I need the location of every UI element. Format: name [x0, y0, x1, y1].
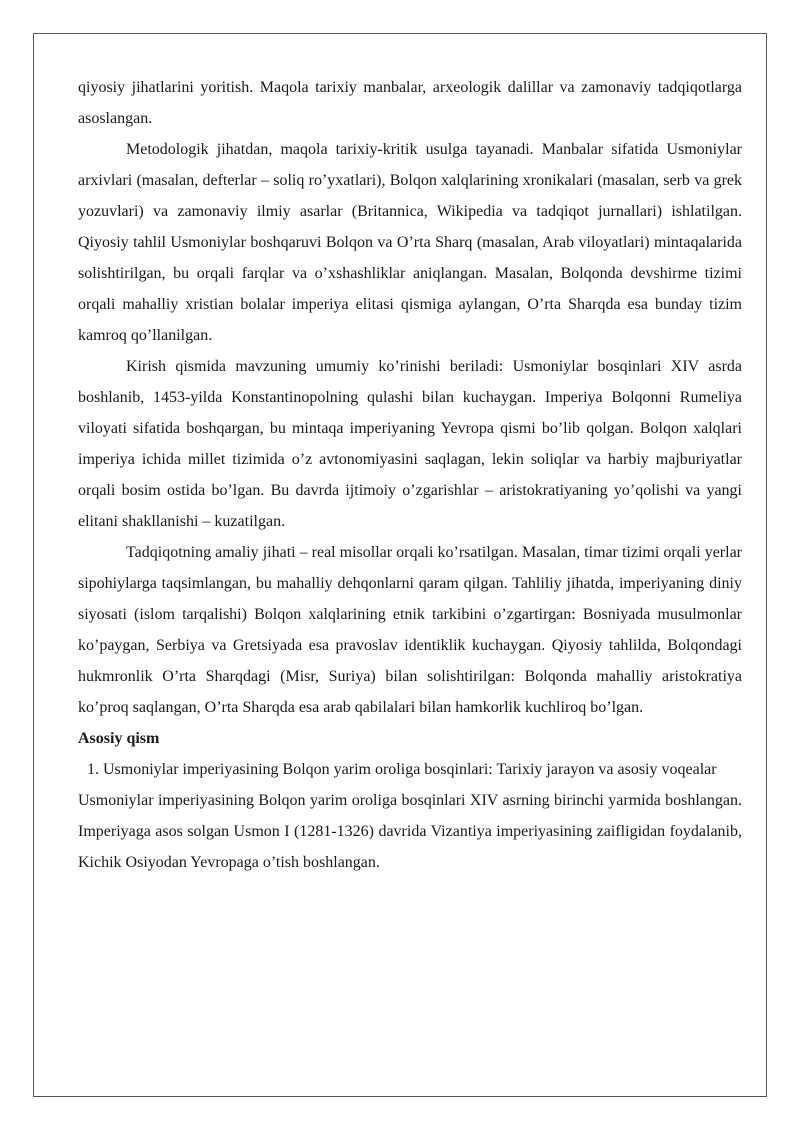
paragraph-methodology: Metodologik jihatdan, maqola tarixiy-kritik usulga tayanadi. Manbalar sifatida Usmoniylar arxivlari (masalan, defterlar – soliq ro’yxatlari), Bolqon xalqlarining xronikalari (masalan, serb va grek yozuvlari) va zamonaviy ilmiy asarlar (Britannica, Wikipedia va tadqiqot jurnallari) ishlatilgan. Qiyosiy tahlil Usmoniylar boshqaruvi Bolqon va O’rta Sharq (masalan, Arab viloyatlari) mintaqalarida solishtirilgan, bu orqali farqlar va o’xshashliklar aniqlangan. Masalan, Bolqonda devshirme tizimi orqali mahalliy xristian bolalar imperiya elitasi qismiga aylangan, O’rta Sharqda esa bunday tizim kamroq qo’llanilgan.	[78, 141, 742, 344]
paragraph-introduction: Kirish qismida mavzuning umumiy ko’rinishi beriladi: Usmoniylar bosqinlari XIV asrda boshlanib, 1453-yilda Konstantinopolning qulashi bilan kuchaygan. Imperiya Bolqonni Rumeliya viloyati sifatida boshqargan, bu mintaqa imperiyaning Yevropa qismi bo’lib qolgan. Bolqon xalqlari imperiya ichida millet tizimida o’z avtonomiyasini saqlagan, lekin soliqlar va harbiy majburiyatlar orqali bosim ostida bo’lgan. Bu davrda ijtimoiy o’zgarishlar – aristokratiyaning yo’qolishi va yangi elitani shakllanishi – kuzatilgan.	[78, 358, 742, 530]
paragraph-intro-continuation: qiyosiy jihatlarini yoritish. Maqola tarixiy manbalar, arxeologik dalillar va zamonaviy tadqiqotlarga asoslangan.	[78, 79, 742, 127]
section-heading: Asosiy qism	[78, 730, 160, 747]
numbered-list-item: 1. Usmoniylar imperiyasining Bolqon yarim oroliga bosqinlari: Tarixiy jarayon va asosiy voqealar	[87, 761, 717, 778]
paragraph-practical-aspect: Tadqiqotning amaliy jihati – real misollar orqali ko’rsatilgan. Masalan, timar tizimi orqali yerlar sipohiylarga taqsimlangan, bu mahalliy dehqonlarni qaram qilgan. Tahliliy jihatda, imperiyaning diniy siyosati (islom tarqalishi) Bolqon xalqlarining etnik tarkibini o’zgartirgan: Bosniyada musulmonlar ko’paygan, Serbiya va Gretsiyada esa pravoslav identiklik kuchaygan. Qiyosiy tahlilda, Bolqondagi hukmronlik O’rta Sharqdagi (Misr, Suriya) bilan solishtirilgan: Bolqonda mahalliy aristokratiya ko’proq saqlangan, O’rta Sharqda esa arab qabilalari bilan hamkorlik kuchliroq bo’lgan.	[78, 544, 742, 716]
paragraph-main-body: Usmoniylar imperiyasining Bolqon yarim oroliga bosqinlari XIV asrning birinchi yarmida boshlangan. Imperiyaga asos solgan Usmon I (1281-1326) davrida Vizantiya imperiyasining zaifligidan foydalanib, Kichik Osiyodan Yevropaga o’tish boshlangan.	[78, 792, 742, 871]
document-body	[78, 72, 742, 878]
